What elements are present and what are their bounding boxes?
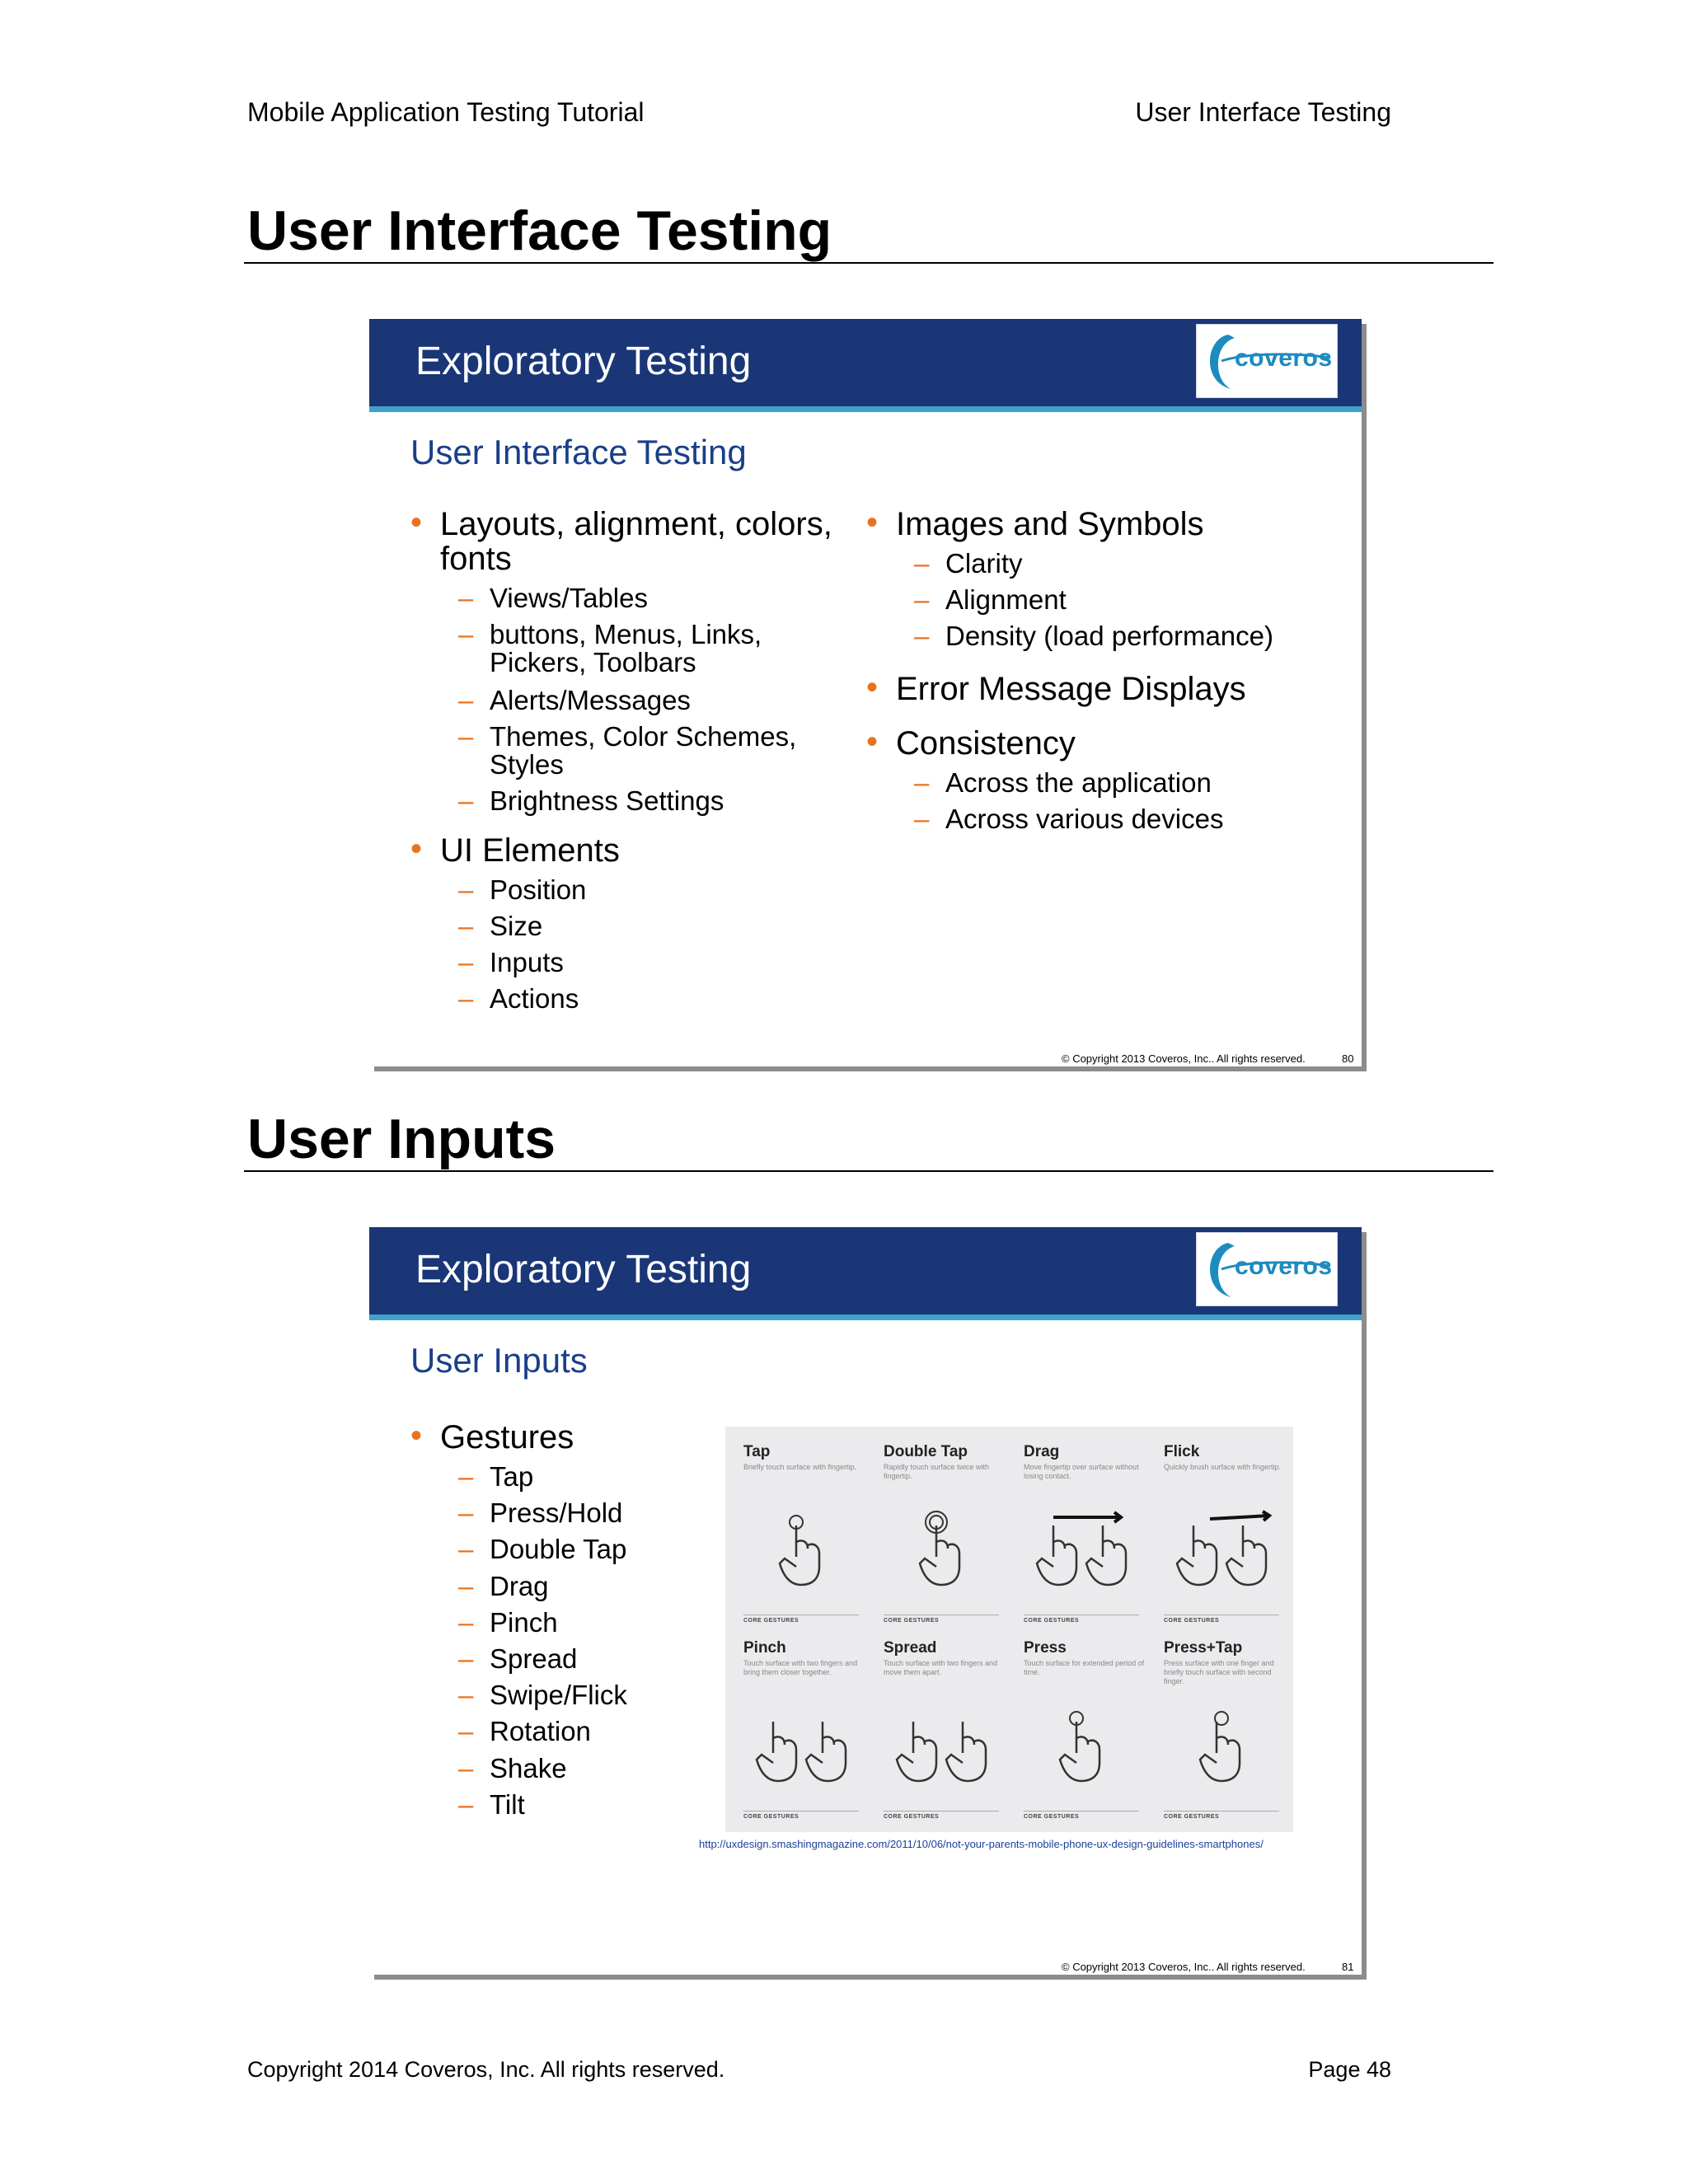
dash-icon: – — [458, 874, 474, 905]
bullet: • Error Message Displays — [866, 669, 1246, 707]
dash-icon: – — [458, 1680, 474, 1711]
gesture-description: Touch surface with two fingers and move them apart. — [884, 1659, 998, 1676]
bullet-dot-icon: • — [410, 504, 423, 541]
logo-text: coveros — [1235, 1253, 1333, 1280]
dash-icon: – — [458, 1497, 474, 1529]
sub-bullet: – Shake — [458, 1752, 567, 1783]
gesture-category: CORE GESTURES — [884, 1814, 940, 1820]
sub-bullet: – Density (load performance) — [914, 621, 1273, 651]
slide-number: 80 — [1342, 1052, 1354, 1065]
dash-icon: – — [458, 1643, 474, 1674]
gesture-name: Pinch — [743, 1639, 786, 1657]
sub-bullet: – Alignment — [914, 584, 1067, 615]
sub-bullet: – Swipe/Flick — [458, 1680, 627, 1711]
dash-icon: – — [458, 1788, 474, 1820]
logo-text: coveros — [1235, 344, 1333, 372]
dash-icon: – — [458, 685, 474, 715]
gesture-description: Rapidly touch surface twice with fingertip. — [884, 1463, 990, 1480]
drag-hand-icon — [1024, 1509, 1139, 1591]
dash-icon: – — [458, 785, 474, 816]
gesture-category: CORE GESTURES — [884, 1618, 940, 1624]
pinch-hand-icon — [743, 1705, 859, 1788]
heading-rule — [244, 262, 1493, 264]
sub-bullet: – Across the application — [914, 767, 1212, 798]
sub-bullet: – Tap — [458, 1461, 534, 1492]
bullet-dot-icon: • — [866, 669, 879, 705]
gesture-description: Quickly brush surface with fingertip. — [1164, 1463, 1282, 1471]
dash-icon: – — [458, 1606, 474, 1638]
gesture-category: CORE GESTURES — [1024, 1814, 1080, 1820]
dash-icon: – — [458, 1716, 474, 1747]
gesture-category: CORE GESTURES — [1024, 1618, 1080, 1624]
gesture-name: Press+Tap — [1164, 1639, 1243, 1657]
dash-icon: – — [458, 911, 474, 941]
gesture-name: Spread — [884, 1639, 937, 1657]
gesture-category: CORE GESTURES — [1164, 1618, 1220, 1624]
dash-icon: – — [458, 721, 474, 752]
page-footer — [247, 2057, 1391, 2090]
sub-bullet: – Press/Hold — [458, 1497, 623, 1529]
title-stripe — [369, 406, 1362, 412]
source-link[interactable]: http://uxdesign.smashingmagazine.com/2011/10/06/not-your-parents-mobile-phone-ux-design-guidelines-smartphones/ — [699, 1838, 1264, 1850]
gesture-card — [1164, 1639, 1287, 1821]
gesture-description: Press surface with one finger and briefly touch surface with second finger. — [1164, 1659, 1274, 1685]
sub-bullet: – Across various devices — [914, 804, 1224, 834]
bullet-dot-icon: • — [866, 724, 879, 760]
slide-copyright: © Copyright 2013 Coveros, Inc.. All rights reserved. — [1062, 1052, 1306, 1065]
dash-icon: – — [458, 1752, 474, 1783]
gesture-category: CORE GESTURES — [1164, 1814, 1220, 1820]
dash-icon: – — [458, 1461, 474, 1492]
gesture-category: CORE GESTURES — [743, 1814, 799, 1820]
page-number: Page 48 — [1308, 2057, 1391, 2082]
page-header — [247, 97, 1391, 135]
slide-number: 81 — [1342, 1961, 1354, 1973]
gesture-category: CORE GESTURES — [743, 1618, 799, 1624]
bullet: • Images and Symbols — [866, 504, 1204, 542]
section-heading: User Inputs — [247, 1108, 556, 1170]
coveros-logo — [1196, 1232, 1338, 1306]
bullet: • Gestures — [410, 1418, 574, 1455]
gesture-card — [743, 1443, 867, 1624]
dash-icon: – — [458, 1534, 474, 1565]
sub-bullet: – Themes, Color Schemes, Styles — [458, 721, 797, 780]
slide-title: Exploratory Testing — [415, 340, 752, 383]
press-tap-hand-icon — [1164, 1705, 1279, 1788]
section-heading: User Interface Testing — [247, 199, 832, 262]
double-tap-hand-icon — [884, 1509, 999, 1591]
spread-hand-icon — [884, 1705, 999, 1788]
dash-icon: – — [458, 1570, 474, 1601]
dash-icon: – — [458, 947, 474, 977]
bullet: • Consistency — [866, 724, 1076, 762]
dash-icon: – — [914, 621, 930, 651]
coveros-logo — [1196, 324, 1338, 398]
gesture-card — [884, 1639, 1007, 1821]
slide-title-bar — [369, 1227, 1362, 1315]
sub-bullet: – Views/Tables — [458, 583, 648, 613]
dash-icon: – — [914, 548, 930, 579]
gesture-name: Flick — [1164, 1443, 1200, 1460]
sub-bullet: – buttons, Menus, Links, Pickers, Toolbars — [458, 619, 762, 677]
bullet-dot-icon: • — [866, 504, 879, 541]
sub-bullet: – Tilt — [458, 1788, 525, 1820]
slide-user-inputs — [369, 1227, 1362, 1975]
gesture-description: Briefly touch surface with fingertip. — [743, 1463, 857, 1471]
footer-copyright: Copyright 2014 Coveros, Inc. All rights reserved. — [247, 2057, 725, 2082]
bullet: • Layouts, alignment, colors, fonts — [410, 504, 832, 577]
chapter-title: User Interface Testing — [1135, 97, 1391, 127]
dash-icon: – — [458, 583, 474, 613]
slide-title-bar — [369, 319, 1362, 406]
title-stripe — [369, 1315, 1362, 1320]
bullet-dot-icon: • — [410, 831, 423, 867]
sub-bullet: – Alerts/Messages — [458, 685, 691, 715]
tap-hand-icon — [743, 1509, 859, 1591]
bullet-dot-icon: • — [410, 1418, 423, 1454]
slide-subtitle: User Interface Testing — [410, 433, 747, 471]
gesture-card — [1024, 1443, 1147, 1624]
gesture-card — [1164, 1443, 1287, 1624]
gesture-description: Touch surface with two fingers and bring them closer together. — [743, 1659, 858, 1676]
sub-bullet: – Drag — [458, 1570, 549, 1601]
sub-bullet: – Clarity — [914, 548, 1023, 579]
sub-bullet: – Brightness Settings — [458, 785, 724, 816]
slide-ui-testing — [369, 319, 1362, 1066]
gesture-description: Move fingertip over surface without losing contact. — [1024, 1463, 1139, 1480]
dash-icon: – — [914, 767, 930, 798]
gesture-name: Double Tap — [884, 1443, 968, 1460]
gesture-card — [1024, 1639, 1147, 1821]
slide-title: Exploratory Testing — [415, 1248, 752, 1291]
bullet: • UI Elements — [410, 831, 620, 869]
gesture-card — [743, 1639, 867, 1821]
sub-bullet: – Inputs — [458, 947, 564, 977]
gesture-card — [884, 1443, 1007, 1624]
sub-bullet: – Rotation — [458, 1716, 591, 1747]
sub-bullet: – Actions — [458, 983, 579, 1014]
sub-bullet: – Spread — [458, 1643, 578, 1674]
dash-icon: – — [458, 619, 474, 649]
press-hand-icon — [1024, 1705, 1139, 1788]
flick-hand-icon — [1164, 1509, 1279, 1591]
sub-bullet: – Position — [458, 874, 587, 905]
gesture-description: Touch surface for extended period of time. — [1024, 1659, 1145, 1676]
gesture-illustration — [725, 1427, 1293, 1832]
heading-rule — [244, 1170, 1493, 1172]
document-title: Mobile Application Testing Tutorial — [247, 97, 645, 127]
gesture-name: Tap — [743, 1443, 771, 1460]
sub-bullet: – Double Tap — [458, 1534, 627, 1565]
gesture-name: Drag — [1024, 1443, 1060, 1460]
slide-subtitle: User Inputs — [410, 1341, 588, 1380]
sub-bullet: – Pinch — [458, 1606, 558, 1638]
sub-bullet: – Size — [458, 911, 543, 941]
gesture-name: Press — [1024, 1639, 1067, 1657]
dash-icon: – — [914, 804, 930, 834]
dash-icon: – — [458, 983, 474, 1014]
dash-icon: – — [914, 584, 930, 615]
slide-copyright: © Copyright 2013 Coveros, Inc.. All rights reserved. — [1062, 1961, 1306, 1973]
